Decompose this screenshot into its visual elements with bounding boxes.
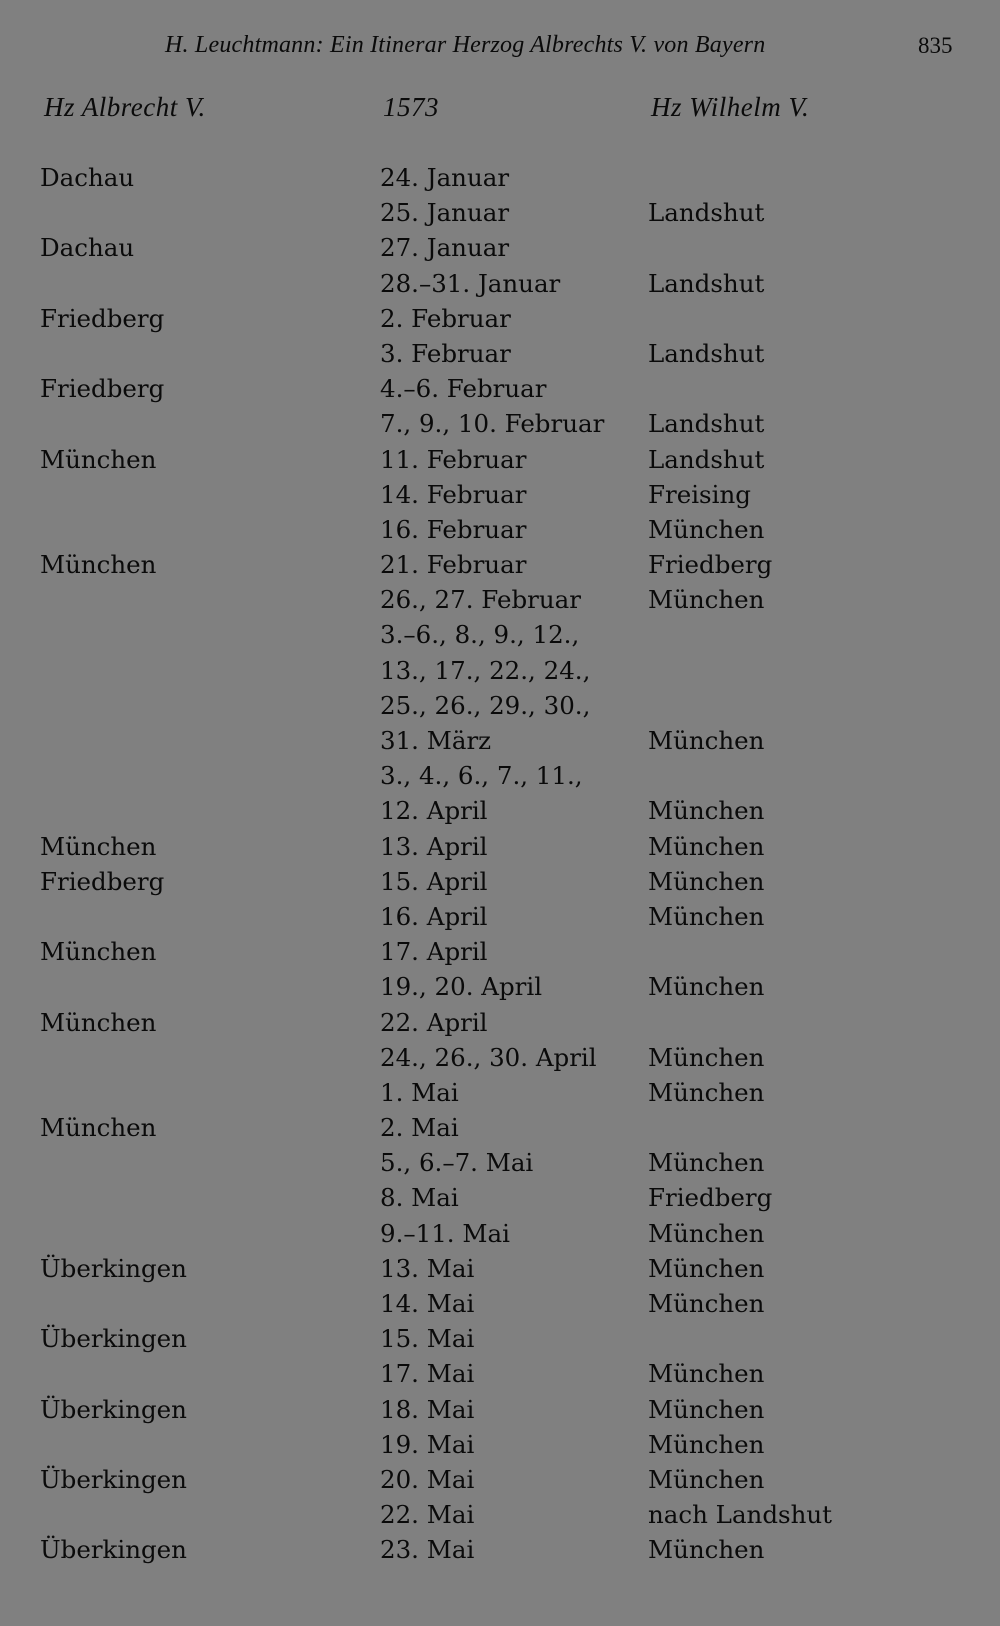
table-row xyxy=(0,1392,1000,1427)
wilhelm-location: München xyxy=(648,1218,765,1248)
table-row xyxy=(0,1356,1000,1391)
table-row xyxy=(0,1286,1000,1321)
date-entry: 3.–6., 8., 9., 12., xyxy=(380,620,580,650)
table-row xyxy=(0,195,1000,230)
table-row xyxy=(0,336,1000,371)
date-entry: 25., 26., 29., 30., xyxy=(380,690,591,720)
date-entry: 19., 20. April xyxy=(380,972,543,1002)
table-row xyxy=(0,1040,1000,1075)
table-row xyxy=(0,1532,1000,1567)
itinerary-table xyxy=(0,160,1000,1568)
date-entry: 9.–11. Mai xyxy=(380,1218,510,1248)
table-row xyxy=(0,266,1000,301)
date-entry: 5., 6.–7. Mai xyxy=(380,1148,534,1178)
wilhelm-location: München xyxy=(648,1289,765,1318)
date-entry: 14. Februar xyxy=(380,479,527,509)
date-entry: 18. Mai xyxy=(380,1394,475,1424)
date-entry: 28.–31. Januar xyxy=(380,268,561,298)
wilhelm-location: nach Landshut xyxy=(648,1500,832,1530)
date-entry: 14. Mai xyxy=(380,1289,475,1318)
table-row xyxy=(0,477,1000,512)
wilhelm-location: München xyxy=(648,1359,765,1389)
wilhelm-location: München xyxy=(648,1253,765,1283)
date-entry: 25. Januar xyxy=(380,198,510,228)
table-row xyxy=(0,1110,1000,1145)
table-row xyxy=(0,934,1000,969)
wilhelm-location: München xyxy=(648,1429,765,1459)
date-entry: 15. April xyxy=(380,866,488,896)
table-row xyxy=(0,899,1000,934)
table-row xyxy=(0,758,1000,793)
date-entry: 26., 27. Februar xyxy=(380,585,581,615)
date-entry: 3., 4., 6., 7., 11., xyxy=(380,761,583,791)
wilhelm-location: München xyxy=(648,726,765,755)
table-row xyxy=(0,864,1000,899)
wilhelm-location: München xyxy=(648,1077,765,1107)
table-row xyxy=(0,582,1000,617)
date-entry: 21. Februar xyxy=(380,550,527,580)
albrecht-location: München xyxy=(40,1007,157,1037)
table-row xyxy=(0,1145,1000,1180)
table-row xyxy=(0,230,1000,265)
table-row xyxy=(0,829,1000,864)
table-row xyxy=(0,793,1000,828)
date-entry: 8. Mai xyxy=(380,1183,459,1213)
table-row xyxy=(0,371,1000,406)
table-row xyxy=(0,301,1000,336)
date-entry: 17. April xyxy=(380,937,488,967)
wilhelm-location: München xyxy=(648,1394,765,1424)
date-entry: 22. Mai xyxy=(380,1500,475,1530)
column-heading-wilhelm: Hz Wilhelm V. xyxy=(651,92,810,122)
wilhelm-location: München xyxy=(648,1464,765,1494)
wilhelm-location: München xyxy=(648,1535,765,1565)
date-entry: 2. Mai xyxy=(380,1113,459,1143)
albrecht-location: München xyxy=(40,550,157,580)
table-row xyxy=(0,1462,1000,1497)
table-row xyxy=(0,442,1000,477)
table-row xyxy=(0,1075,1000,1110)
date-entry: 12. April xyxy=(380,796,488,826)
date-entry: 19. Mai xyxy=(380,1429,475,1459)
wilhelm-location: Landshut xyxy=(648,338,765,368)
date-entry: 3. Februar xyxy=(380,338,511,368)
table-row xyxy=(0,1497,1000,1532)
wilhelm-location: Landshut xyxy=(648,409,765,439)
date-entry: 1. Mai xyxy=(380,1077,459,1107)
albrecht-location: Überkingen xyxy=(40,1324,187,1354)
table-row xyxy=(0,617,1000,652)
date-entry: 23. Mai xyxy=(380,1535,475,1565)
date-entry: 16. April xyxy=(380,901,488,931)
table-row xyxy=(0,1216,1000,1251)
date-entry: 20. Mai xyxy=(380,1464,475,1494)
page-number: 835 xyxy=(918,33,953,58)
wilhelm-location: Freising xyxy=(648,479,751,509)
table-row xyxy=(0,1180,1000,1215)
date-entry: 4.–6. Februar xyxy=(380,374,547,404)
table-row xyxy=(0,512,1000,547)
albrecht-location: Überkingen xyxy=(40,1253,187,1283)
albrecht-location: München xyxy=(40,444,157,474)
date-entry: 24. Januar xyxy=(380,163,510,192)
wilhelm-location: München xyxy=(648,972,765,1002)
albrecht-location: Dachau xyxy=(40,233,135,263)
table-row xyxy=(0,1251,1000,1286)
wilhelm-location: München xyxy=(648,585,765,615)
date-entry: 7., 9., 10. Februar xyxy=(380,409,605,439)
date-entry: 11. Februar xyxy=(380,444,527,474)
wilhelm-location: Landshut xyxy=(648,444,765,474)
table-row xyxy=(0,547,1000,582)
wilhelm-location: München xyxy=(648,831,765,861)
wilhelm-location: Friedberg xyxy=(648,1183,773,1213)
albrecht-location: München xyxy=(40,1113,157,1143)
date-entry: 17. Mai xyxy=(380,1359,475,1389)
date-entry: 13. April xyxy=(380,831,488,861)
column-heading-albrecht: Hz Albrecht V. xyxy=(44,92,206,122)
albrecht-location: Dachau xyxy=(40,163,135,192)
table-row xyxy=(0,1321,1000,1356)
date-entry: 31. März xyxy=(380,726,492,755)
date-entry: 22. April xyxy=(380,1007,488,1037)
albrecht-location: Überkingen xyxy=(40,1394,187,1424)
table-row xyxy=(0,723,1000,758)
table-row xyxy=(0,653,1000,688)
date-entry: 16. Februar xyxy=(380,514,527,544)
wilhelm-location: München xyxy=(648,1042,765,1072)
wilhelm-location: Friedberg xyxy=(648,550,773,580)
table-row xyxy=(0,1427,1000,1462)
wilhelm-location: München xyxy=(648,901,765,931)
table-row xyxy=(0,1005,1000,1040)
table-row xyxy=(0,406,1000,441)
date-entry: 13., 17., 22., 24., xyxy=(380,655,591,685)
wilhelm-location: München xyxy=(648,866,765,896)
albrecht-location: Friedberg xyxy=(40,374,165,404)
albrecht-location: Friedberg xyxy=(40,303,165,333)
wilhelm-location: Landshut xyxy=(648,198,765,228)
albrecht-location: Friedberg xyxy=(40,866,165,896)
table-row xyxy=(0,688,1000,723)
table-row xyxy=(0,160,1000,195)
wilhelm-location: München xyxy=(648,1148,765,1178)
date-entry: 13. Mai xyxy=(380,1253,475,1283)
albrecht-location: München xyxy=(40,831,157,861)
albrecht-location: München xyxy=(40,937,157,967)
date-entry: 15. Mai xyxy=(380,1324,475,1354)
date-entry: 27. Januar xyxy=(380,233,510,263)
wilhelm-location: Landshut xyxy=(648,268,765,298)
column-heading-year: 1573 xyxy=(383,92,439,122)
table-row xyxy=(0,969,1000,1004)
date-entry: 2. Februar xyxy=(380,303,511,333)
wilhelm-location: München xyxy=(648,796,765,826)
date-entry: 24., 26., 30. April xyxy=(380,1042,597,1072)
albrecht-location: Überkingen xyxy=(40,1535,187,1565)
running-title: H. Leuchtmann: Ein Itinerar Herzog Albrechts V. von Bayern xyxy=(165,32,766,58)
wilhelm-location: München xyxy=(648,514,765,544)
albrecht-location: Überkingen xyxy=(40,1464,187,1494)
